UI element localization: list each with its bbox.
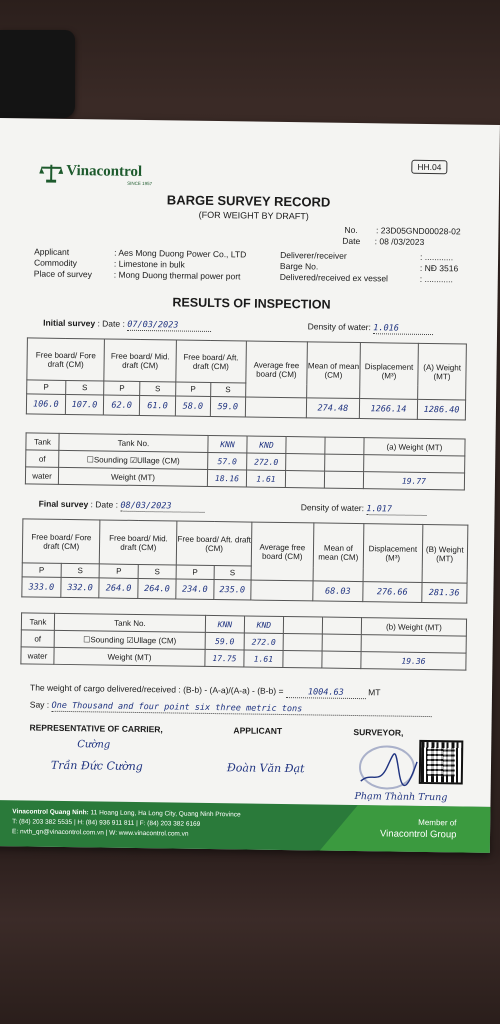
tank-no-label: Tank No. (59, 433, 208, 452)
deliverer-label: Deliverer/receiver (280, 249, 347, 261)
tank-total-label: (b) Weight (MT) (361, 618, 466, 636)
cargo-label: The weight of cargo delivered/received : (B-b) - (A-a)/(A-a) - (B-b) = (29, 682, 284, 697)
survey-document (0, 118, 500, 853)
ps-cell: P (100, 564, 139, 579)
footer-member: Member of (418, 817, 457, 828)
tank-of-label: of (26, 450, 59, 467)
value-cell: 61.0 (139, 395, 175, 415)
final-tank-table: Tank Tank No. KNN KND (b) Weight (MT) of ☐Sounding ☑Ullage (CM) 59.0 272.0 water Weight (MT) 17.75 1.61 19.36 (20, 612, 467, 670)
value-cell (251, 580, 313, 601)
initial-date: 07/03/2023 (127, 320, 211, 332)
tank-1: KNN (205, 615, 244, 633)
sounding-label: Sounding (93, 454, 128, 465)
ps-cell: P (176, 565, 214, 580)
tank-weight-label: Weight (MT) (54, 647, 205, 666)
ullage-2: 272.0 (244, 633, 283, 651)
value-cell: 235.0 (213, 580, 251, 601)
ullage-label: Ullage (CM) (133, 635, 177, 646)
place-value: : Mong Duong thermal power port (113, 269, 241, 282)
value-cell: 1286.40 (417, 399, 465, 420)
ps-cell: P (176, 382, 211, 396)
tank-2: KND (244, 616, 283, 634)
sounding-label: Sounding (90, 634, 125, 645)
tank-water-label: water (21, 647, 54, 664)
value-cell: 107.0 (65, 394, 104, 415)
final-date: 08/03/2023 (120, 501, 204, 513)
value-cell: 62.0 (104, 395, 140, 415)
logo-since: SINCE 1957 (127, 180, 153, 187)
tank-total: 19.36 (361, 652, 466, 670)
value-cell: 333.0 (22, 577, 61, 598)
header-average: Average free board (CM) (251, 522, 313, 581)
tank-total: 19.77 (363, 472, 464, 490)
initial-tank-table: Tank Tank No. KNN KND (a) Weight (MT) of ☐Sounding ☑Ullage (CM) 57.0 272.0 water Weight (MT) 18.16 1.61 19.77 (25, 432, 466, 490)
footer-group: Vinacontrol Group (379, 828, 457, 841)
surveyor-label: SURVEYOR, (353, 726, 404, 738)
footer-address (12, 808, 240, 818)
final-date-label: : Date : (90, 499, 119, 510)
applicant-name: Đoàn Văn Đạt (226, 761, 305, 776)
deliverer-value: : ............ (420, 251, 454, 263)
header-mean: Mean of mean (CM) (307, 342, 361, 399)
final-survey-line (39, 499, 427, 516)
cargo-weight-line (30, 682, 381, 699)
ps-cell: S (140, 381, 176, 395)
left-meta (34, 246, 247, 282)
vinacontrol-logo (39, 162, 153, 187)
value-cell: 106.0 (26, 394, 65, 415)
footer-phones: T: (84) 203 382 5535 | H: (84) 936 911 811 | F: (84) 203 382 6169 (12, 818, 201, 828)
value-cell: 59.0 (210, 396, 245, 416)
ps-cell: S (210, 382, 245, 396)
final-density-label: Density of water: (300, 502, 365, 514)
ps-cell: S (65, 380, 104, 395)
document-subtitle: (FOR WEIGHT BY DRAFT) (198, 209, 309, 222)
tank-weight-label: Weight (MT) (58, 467, 207, 486)
value-cell: 234.0 (176, 579, 214, 600)
header-mid: Free board/ Mid. draft (CM) (100, 520, 177, 565)
barge-value: : NĐ 3516 (419, 262, 459, 274)
value-cell: 332.0 (61, 577, 100, 598)
value-cell: 264.0 (99, 578, 138, 599)
applicant-sig-label: APPLICANT (233, 725, 283, 736)
initial-survey-line (43, 318, 433, 335)
tank-1: KNN (208, 435, 247, 453)
qr-code (419, 740, 464, 785)
header-displacement: Displacement (M³) (363, 524, 422, 583)
ps-cell: S (138, 564, 177, 579)
weight-2: 1.61 (244, 650, 283, 668)
desk-surface (0, 850, 500, 1024)
header-aft: Free board/ Aft. draft (CM) (176, 340, 246, 383)
surveyor-stamp (359, 745, 416, 790)
ullage-2: 272.0 (247, 453, 286, 471)
footer-address-text: 11 Hoang Long, Ha Long City, Quang Ninh Province (88, 809, 241, 819)
delivered-label: Delivered/received ex vessel (279, 271, 389, 284)
carrier-name: Trần Đức Cường (50, 758, 143, 774)
ullage-1: 59.0 (205, 632, 244, 650)
cargo-value: 1004.63 (286, 687, 366, 699)
header-weight: (A) Weight (MT) (418, 343, 467, 400)
place-label: Place of survey (33, 268, 93, 280)
initial-density: 1.016 (373, 323, 433, 335)
document-title: BARGE SURVEY RECORD (166, 192, 331, 210)
value-cell: 58.0 (175, 396, 210, 416)
say-value: One Thousand and four point six three metric tons (51, 701, 431, 717)
value-cell: 276.66 (363, 582, 422, 603)
carrier-signature: Cường (77, 739, 111, 751)
form-id: HH.04 (411, 160, 447, 175)
footer-contact: E: nvth_qn@vinacontrol.com.vn | W: www.vinacontrol.com.vn (11, 828, 189, 838)
ullage-label: Ullage (CM) (137, 455, 180, 466)
ps-cell: P (104, 381, 140, 395)
value-cell: 274.48 (306, 398, 359, 419)
header-mid: Free board/ Mid. draft (CM) (104, 339, 176, 382)
final-density: 1.017 (366, 504, 426, 516)
results-title: RESULTS OF INSPECTION (172, 295, 331, 312)
applicant-value: : Aes Mong Duong Power Co., LTD (114, 247, 247, 260)
initial-draft-table (26, 337, 467, 420)
carrier-label: REPRESENTATIVE OF CARRIER, (29, 722, 163, 735)
final-draft-table (21, 518, 468, 603)
value-cell: 264.0 (138, 578, 177, 599)
doc-no-value: : 23D05GND00028-02 (376, 225, 461, 237)
commodity-value: : Limestone in bulk (113, 258, 185, 270)
initial-density-label: Density of water: (307, 321, 371, 333)
weight-2: 1.61 (246, 470, 285, 488)
say-label: Say : (29, 699, 50, 710)
document-number-block (344, 225, 460, 249)
value-cell (245, 397, 307, 418)
value-cell: 1266.14 (359, 399, 418, 420)
doc-date-label: Date (342, 235, 361, 247)
scales-icon (39, 163, 63, 183)
final-survey-label: Final survey (38, 498, 89, 510)
initial-survey-label: Initial survey (43, 317, 96, 329)
tank-label: Tank (26, 433, 59, 450)
delivered-value: : ............ (419, 273, 453, 285)
surveyor-name: Phạm Thành Trung (354, 791, 448, 804)
header-weight: (B) Weight (MT) (422, 524, 468, 583)
header-fore: Free board/ Fore draft (CM) (27, 338, 105, 381)
value-cell: 281.36 (421, 582, 467, 603)
right-meta (280, 250, 459, 285)
weight-1: 18.16 (207, 469, 246, 487)
header-aft: Free board/ Aft. draft (CM) (176, 521, 251, 566)
header-displacement: Displacement (M³) (359, 343, 418, 400)
ps-cell: S (214, 566, 252, 581)
tank-total-label: (a) Weight (MT) (364, 438, 465, 456)
applicant-label: Applicant (34, 246, 70, 257)
header-fore: Free board/ Fore draft (CM) (22, 519, 100, 564)
weight-1: 17.75 (205, 649, 244, 667)
tank-of-label: of (21, 630, 54, 647)
ps-cell: P (22, 563, 61, 578)
tank-water-label: water (25, 467, 58, 484)
ullage-1: 57.0 (208, 452, 247, 470)
header-average: Average free board (CM) (245, 341, 307, 398)
say-line (30, 699, 432, 717)
footer-office: Vinacontrol Quang Ninh: (12, 808, 89, 817)
footer-bar (0, 800, 490, 853)
tank-label: Tank (21, 613, 54, 630)
desk-object (0, 30, 75, 118)
doc-date-value: : 08 /03/2023 (374, 236, 425, 247)
doc-no-label: No. (344, 224, 358, 236)
tank-2: KND (247, 436, 286, 454)
initial-date-label: : Date : (97, 318, 125, 329)
tank-no-label: Tank No. (54, 613, 205, 632)
commodity-label: Commodity (33, 257, 78, 269)
logo-name: Vinacontrol (66, 162, 143, 180)
ps-cell: S (61, 563, 100, 578)
barge-label: Barge No. (279, 260, 319, 272)
cargo-unit: MT (368, 687, 381, 698)
value-cell: 68.03 (312, 581, 363, 602)
ps-cell: P (27, 380, 66, 395)
header-mean: Mean of mean (CM) (313, 523, 364, 582)
